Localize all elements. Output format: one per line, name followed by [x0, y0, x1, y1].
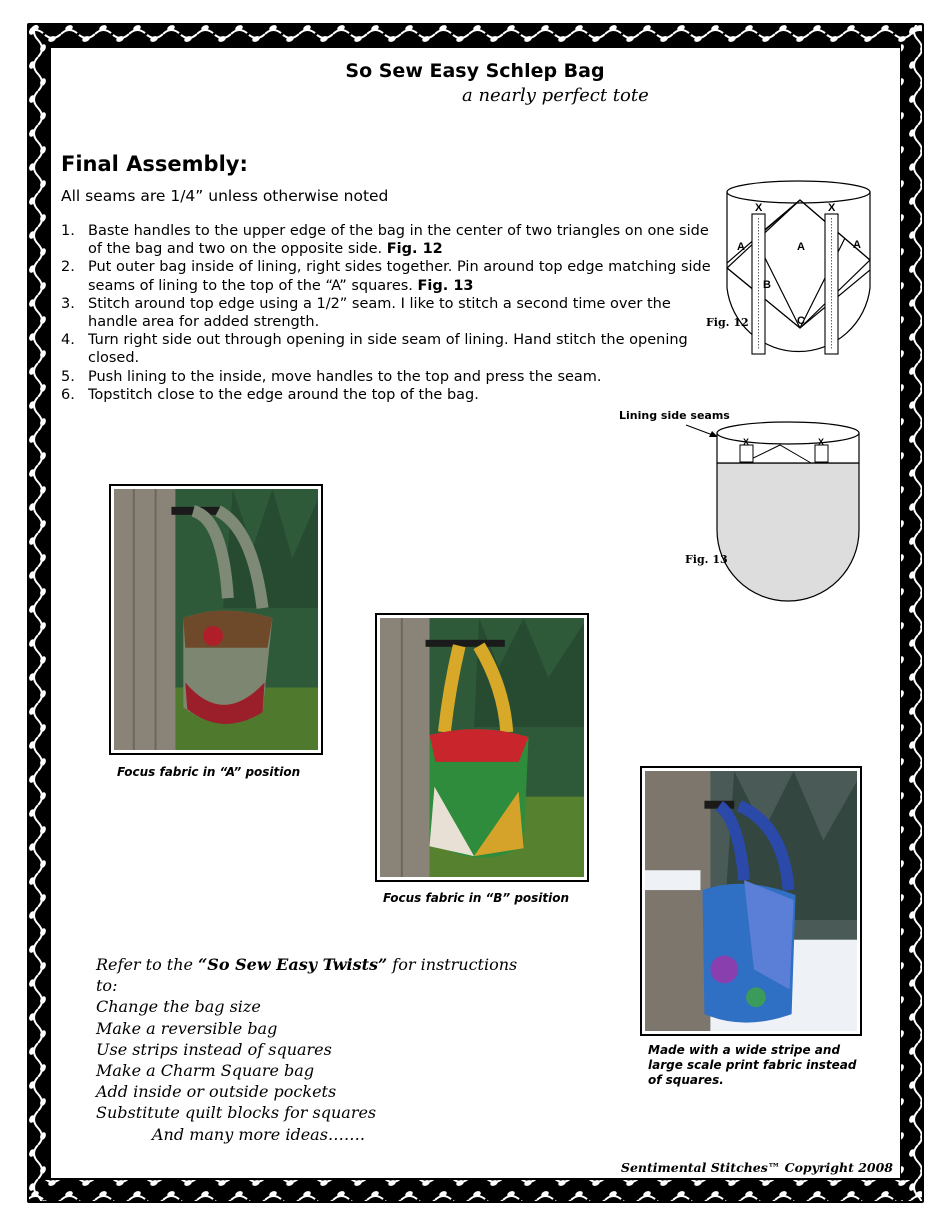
step-number: 4. — [61, 332, 75, 349]
step-figure-ref: Fig. 12 — [386, 241, 443, 258]
fig12-diagram — [700, 178, 880, 363]
refer-item: Substitute quilt blocks for squares — [96, 1103, 377, 1123]
bag-photo-a-position — [109, 484, 323, 755]
fig13-mark: X — [743, 437, 750, 447]
refer-block — [96, 954, 536, 1145]
step-item — [61, 258, 721, 294]
fig13-diagram — [680, 415, 880, 610]
step-figure-ref: Fig. 13 — [417, 277, 474, 294]
refer-item: Make a Charm Square bag — [96, 1061, 315, 1081]
fig12-label: Fig. 12 — [706, 316, 749, 329]
step-item — [61, 386, 721, 404]
refer-item: Make a reversible bag — [96, 1018, 278, 1038]
step-number: 3. — [61, 295, 75, 312]
fig12-mark: B — [763, 279, 771, 291]
refer-intro-end: to: — [96, 976, 118, 996]
fig12-mark: C — [797, 315, 805, 327]
assembly-steps — [61, 222, 721, 404]
step-text: Topstitch close to the edge around the top of the bag. — [88, 386, 479, 403]
step-text: Turn right side out through opening in side seam of lining. Hand stitch the opening closed. — [88, 332, 688, 367]
photo3-caption-line: of squares. — [648, 1073, 724, 1087]
step-item — [61, 295, 721, 331]
fig12-mark: A — [737, 241, 745, 253]
step-text: Push lining to the inside, move handles to the top and press the seam. — [88, 368, 602, 385]
step-number: 5. — [61, 368, 75, 385]
lining-callout: Lining side seams — [619, 409, 730, 422]
step-item — [61, 368, 721, 386]
refer-item: Change the bag size — [96, 997, 261, 1017]
bag-photo-image — [114, 489, 318, 750]
seam-note: All seams are 1/4” unless otherwise noted — [61, 187, 389, 205]
refer-intro — [96, 954, 536, 975]
fig12-mark: A — [797, 241, 805, 253]
step-item — [61, 222, 721, 258]
refer-closing: And many more ideas……. — [152, 1124, 365, 1144]
refer-intro-post: for instructions — [387, 955, 518, 974]
step-number: 6. — [61, 386, 75, 403]
photo3-caption-line: Made with a wide stripe and — [648, 1043, 841, 1057]
refer-intro-pre: Refer to the — [96, 955, 199, 974]
step-text: Stitch around top edge using a 1/2” seam. I like to stitch a second time over the handle area for added strength. — [88, 295, 671, 331]
section-heading: Final Assembly: — [61, 152, 248, 176]
step-text: Baste handles to the upper edge of the bag in the center of two triangles on one side of the bag and two on the opposite side. — [88, 223, 709, 258]
fig13-mark: X — [818, 437, 825, 447]
page-subtitle: a nearly perfect tote — [462, 85, 649, 106]
fig13-label: Fig. 13 — [685, 553, 728, 566]
bag-photo-image — [380, 618, 584, 877]
photo1-caption: Focus fabric in “A” position — [117, 765, 301, 779]
bag-photo-image — [645, 771, 857, 1031]
step-text: Put outer bag inside of lining, right sides together. Pin around top edge matching side seams of lining to the top of the “A” squares. — [88, 259, 711, 294]
copyright-footer: Sentimental Stitches™ Copyright 2008 — [620, 1160, 893, 1175]
refer-item: Add inside or outside pockets — [96, 1082, 337, 1102]
refer-item: Use strips instead of squares — [96, 1039, 332, 1059]
photo2-caption: Focus fabric in “B” position — [383, 891, 570, 905]
photo3-caption — [648, 1043, 857, 1088]
fig12-mark: A — [853, 239, 861, 251]
photo3-caption-line: large scale print fabric instead — [648, 1058, 857, 1072]
fig12-mark: X — [828, 202, 836, 214]
step-item — [61, 331, 721, 367]
step-number: 2. — [61, 259, 75, 276]
bag-photo-stripe — [640, 766, 862, 1036]
refer-twists-title: “So Sew Easy Twists” — [198, 955, 388, 974]
page-title: So Sew Easy Schlep Bag — [345, 60, 605, 82]
bag-photo-b-position — [375, 613, 589, 882]
step-number: 1. — [61, 223, 75, 239]
fig12-mark: X — [755, 202, 763, 214]
